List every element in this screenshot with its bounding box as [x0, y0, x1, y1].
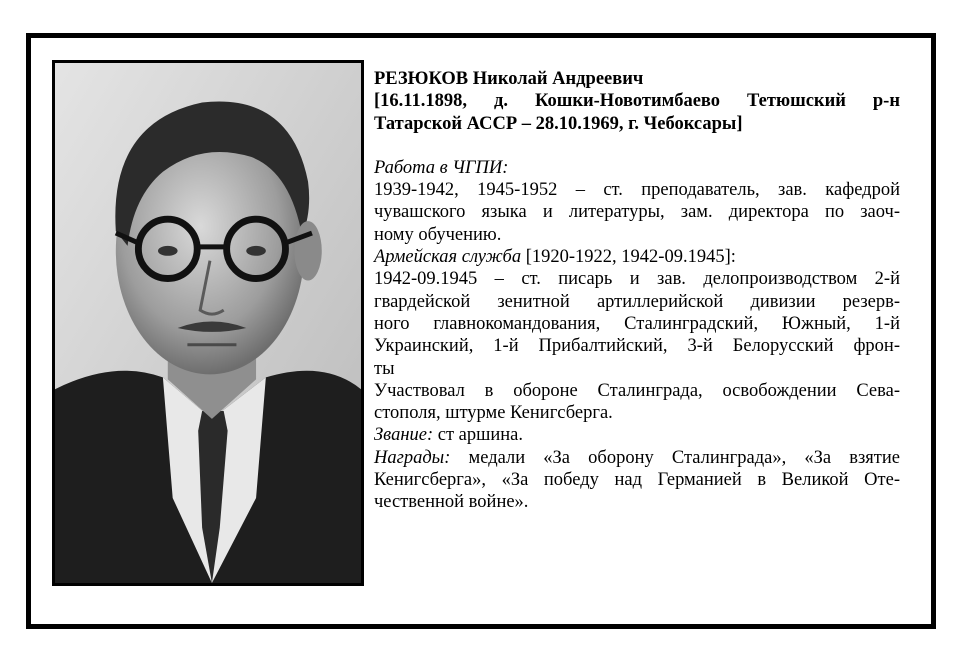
rank-line [374, 424, 900, 446]
rank-value: ст аршина. [433, 425, 524, 446]
army-heading-line [374, 246, 900, 268]
work-heading: Работа в ЧГПИ: [374, 157, 509, 178]
work-line: чувашского языка и литературы, зам. директора по заоч- [374, 202, 900, 223]
awards-line-2: Кенигсберга», «За победу над Германией в Великой Оте- [374, 470, 900, 491]
rank-heading: Звание: [374, 425, 434, 446]
army-line: гвардейской зенитной артиллерийской дивизии резерв- [374, 291, 900, 312]
army-heading: Армейская служба [374, 247, 522, 268]
work-line: ному обучению. [374, 224, 502, 245]
biography-text [374, 68, 900, 514]
awards-text-1: медали «За оборону Сталинграда», «За взятие [450, 447, 900, 468]
participation-line: стополя, штурме Кенигсберга. [374, 403, 613, 424]
person-name: РЕЗЮКОВ Николай Андреевич [374, 69, 644, 89]
work-line: 1939-1942, 1945-1952 – ст. преподаватель, зав. кафедрой [374, 180, 900, 201]
army-line: 1942-09.1945 – ст. писарь и зав. делопроизводством 2-й [374, 269, 900, 290]
army-line: Украинский, 1-й Прибалтийский, 3-й Белорусский фрон- [374, 336, 900, 357]
awards-heading: Награды: [374, 447, 451, 468]
participation-line: Участвовал в обороне Сталинграда, освобождении Сева- [374, 380, 900, 401]
army-line: ты [374, 358, 395, 379]
portrait-photo [52, 60, 364, 586]
portrait-illustration [55, 63, 361, 583]
awards-line-3: чественной войне». [374, 492, 529, 513]
army-period: [1920-1922, 1942-09.1945]: [521, 247, 736, 268]
bio-dates-line-2: Татарской АССР – 28.10.1969, г. Чебоксары] [374, 113, 743, 134]
awards-line-1 [374, 447, 900, 469]
bio-dates-line-1: [16.11.1898, д. Кошки-Новотимбаево Тетюшский р-н [374, 91, 900, 112]
army-line: ного главнокомандования, Сталинградский, Южный, 1-й [374, 313, 900, 334]
